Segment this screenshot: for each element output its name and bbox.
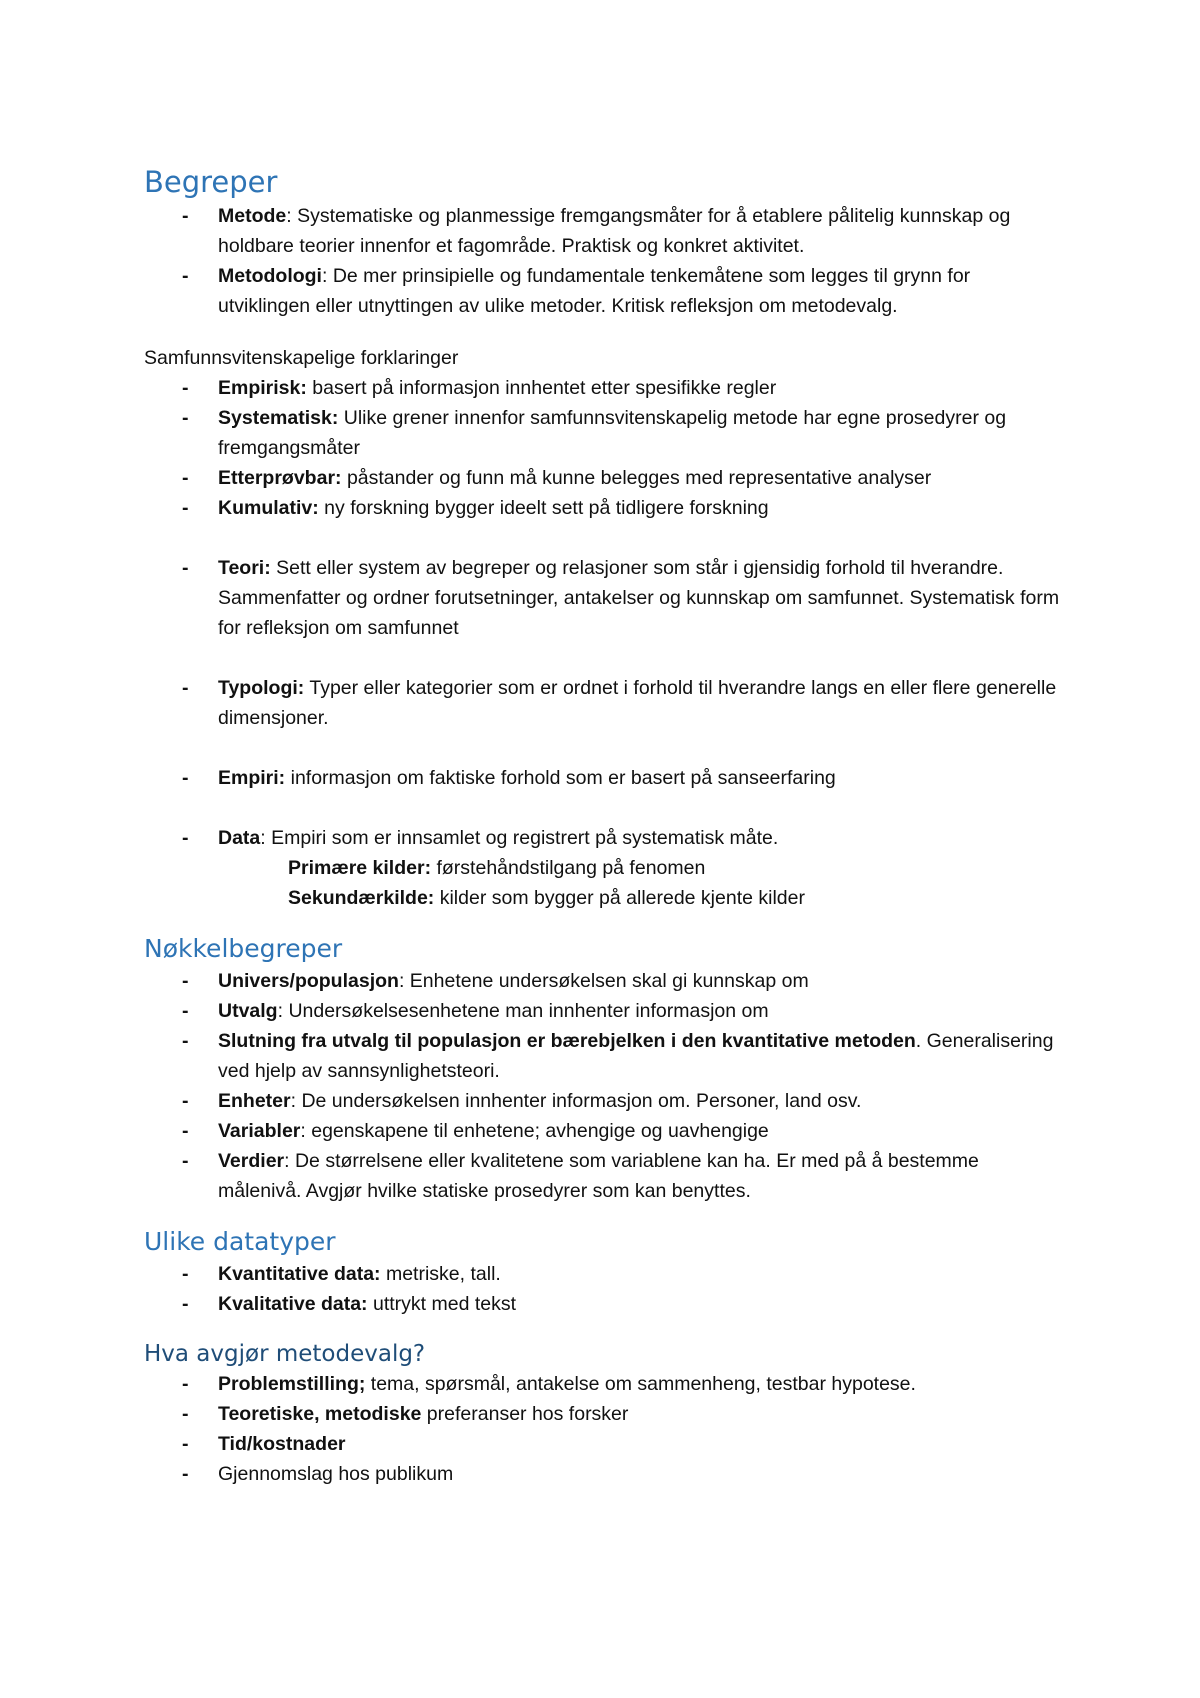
list-item bbox=[144, 1399, 1064, 1429]
definition: Sett eller system av begreper og relasjoner som står i gjensidig forhold til hverandre. Sammenfatter og ordner forutsetninger, antakelser og kunnskap om samfunnet. Systematisk form for refleksjon om samfunnet bbox=[218, 557, 1060, 640]
list-item bbox=[144, 493, 1064, 523]
document-content bbox=[144, 166, 1064, 1489]
term: Problemstilling; bbox=[218, 1373, 366, 1396]
list-item bbox=[144, 1116, 1064, 1146]
heading-begreper: Begreper bbox=[144, 165, 278, 199]
list-item bbox=[144, 1429, 1064, 1459]
term: Data bbox=[218, 827, 261, 850]
list-datatyper bbox=[144, 1259, 1064, 1319]
definition: : Enhetene undersøkelsen skal gi kunnskap om bbox=[398, 970, 809, 993]
definition: førstehåndstilgang på fenomen bbox=[431, 857, 706, 880]
term: Typologi: bbox=[218, 677, 305, 700]
term: Enheter bbox=[218, 1090, 291, 1113]
heading-metodevalg: Hva avgjør metodevalg? bbox=[144, 1340, 426, 1367]
heading-datatyper: Ulike datatyper bbox=[144, 1227, 336, 1257]
list-item bbox=[144, 373, 1064, 403]
term: Metodologi bbox=[218, 265, 322, 288]
term: Kvalitative data: bbox=[218, 1292, 368, 1315]
definition: : egenskapene til enhetene; avhengige og uavhengige bbox=[300, 1120, 769, 1143]
term-separator: : bbox=[286, 205, 298, 228]
definition: tema, spørsmål, antakelse om sammenheng, testbar hypotese. bbox=[365, 1373, 916, 1396]
list-item bbox=[144, 553, 1064, 643]
list-item bbox=[144, 996, 1064, 1026]
definition: : Undersøkelsesenhetene man innhenter informasjon om bbox=[277, 1000, 769, 1023]
list-item bbox=[144, 403, 1064, 463]
term: Verdier bbox=[218, 1150, 285, 1173]
definition: Ulike grener innenfor samfunnsvitenskapelig metode har egne prosedyrer og fremgangsmåter bbox=[218, 407, 1007, 460]
definition: ny forskning bygger ideelt sett på tidligere forskning bbox=[318, 497, 769, 520]
sub-item-secondary-sources bbox=[144, 883, 1064, 913]
sub-item-primary-sources bbox=[144, 853, 1064, 883]
definition: preferanser hos forsker bbox=[421, 1403, 629, 1426]
definition: : De undersøkelsen innhenter informasjon om. Personer, land osv. bbox=[290, 1090, 862, 1113]
heading-nokkelbegreper: Nøkkelbegreper bbox=[144, 934, 343, 964]
list-nokkelbegreper bbox=[144, 966, 1064, 1206]
definition: informasjon om faktiske forhold som er basert på sanseerfaring bbox=[285, 767, 836, 790]
list-item bbox=[144, 1259, 1064, 1289]
list-item bbox=[144, 261, 1064, 321]
term: Sekundærkilde: bbox=[288, 887, 435, 910]
list-item bbox=[144, 763, 1064, 793]
term: Empirisk: bbox=[218, 377, 307, 400]
definition: De mer prinsipielle og fundamentale tenkemåtene som legges til grynn for utviklingen eller utnyttingen av ulike metoder. Kritisk refleksjon om metodevalg. bbox=[218, 265, 971, 318]
term: Metode bbox=[218, 205, 287, 228]
term: Primære kilder: bbox=[288, 857, 432, 880]
list-forklaringer bbox=[144, 373, 1064, 853]
list-item bbox=[144, 1459, 1064, 1489]
definition: : De størrelsene eller kvalitetene som variablene kan ha. Er med på å bestemme målenivå. Avgjør hvilke statiske prosedyrer som kan benyttes. bbox=[218, 1150, 979, 1203]
term: Kvantitative data: bbox=[218, 1262, 381, 1285]
definition: Gjennomslag hos publikum bbox=[218, 1463, 454, 1486]
term: Systematisk: bbox=[218, 407, 339, 430]
term: Utvalg bbox=[218, 1000, 278, 1023]
definition: påstander og funn må kunne belegges med representative analyser bbox=[341, 467, 932, 490]
list-item bbox=[144, 463, 1064, 493]
term: Teoretiske, metodiske bbox=[218, 1403, 422, 1426]
subheading-forklaringer: Samfunnsvitenskapelige forklaringer bbox=[144, 347, 459, 370]
list-metodevalg bbox=[144, 1369, 1064, 1489]
term: Univers/populasjon bbox=[218, 970, 399, 993]
term: Variabler bbox=[218, 1120, 301, 1143]
definition: . Generalisering ved hjelp av sannsynlighetsteori. bbox=[218, 1030, 1054, 1083]
list-item bbox=[144, 1146, 1064, 1206]
list-item bbox=[144, 1289, 1064, 1319]
list-item bbox=[144, 673, 1064, 733]
term: Empiri: bbox=[218, 767, 286, 790]
list-item bbox=[144, 201, 1064, 261]
term: Tid/kostnader bbox=[218, 1433, 346, 1456]
term: Kumulativ: bbox=[218, 497, 319, 520]
definition: uttrykt med tekst bbox=[367, 1292, 517, 1315]
list-item bbox=[144, 1026, 1064, 1086]
list-item bbox=[144, 823, 1064, 853]
definition: metriske, tall. bbox=[380, 1262, 501, 1285]
term: Etterprøvbar: bbox=[218, 467, 342, 490]
definition: Typer eller kategorier som er ordnet i forhold til hverandre langs en eller flere generelle dimensjoner. bbox=[218, 677, 1057, 730]
definition: basert på informasjon innhentet etter spesifikke regler bbox=[306, 377, 777, 400]
definition: Systematiske og planmessige fremgangsmåter for å etablere pålitelig kunnskap og holdbare teorier innenfor et fagområde. Praktisk og konkret aktivitet. bbox=[218, 205, 1011, 258]
definition: kilder som bygger på allerede kjente kilder bbox=[434, 887, 805, 910]
list-item bbox=[144, 1369, 1064, 1399]
term: Slutning fra utvalg til populasjon er bærebjelken i den kvantitative metoden bbox=[218, 1030, 916, 1053]
list-item bbox=[144, 966, 1064, 996]
term-separator: : bbox=[321, 265, 333, 288]
term: Teori: bbox=[218, 557, 271, 580]
list-item bbox=[144, 1086, 1064, 1116]
list-begreper bbox=[144, 201, 1064, 321]
definition: : Empiri som er innsamlet og registrert på systematisk måte. bbox=[260, 827, 779, 850]
